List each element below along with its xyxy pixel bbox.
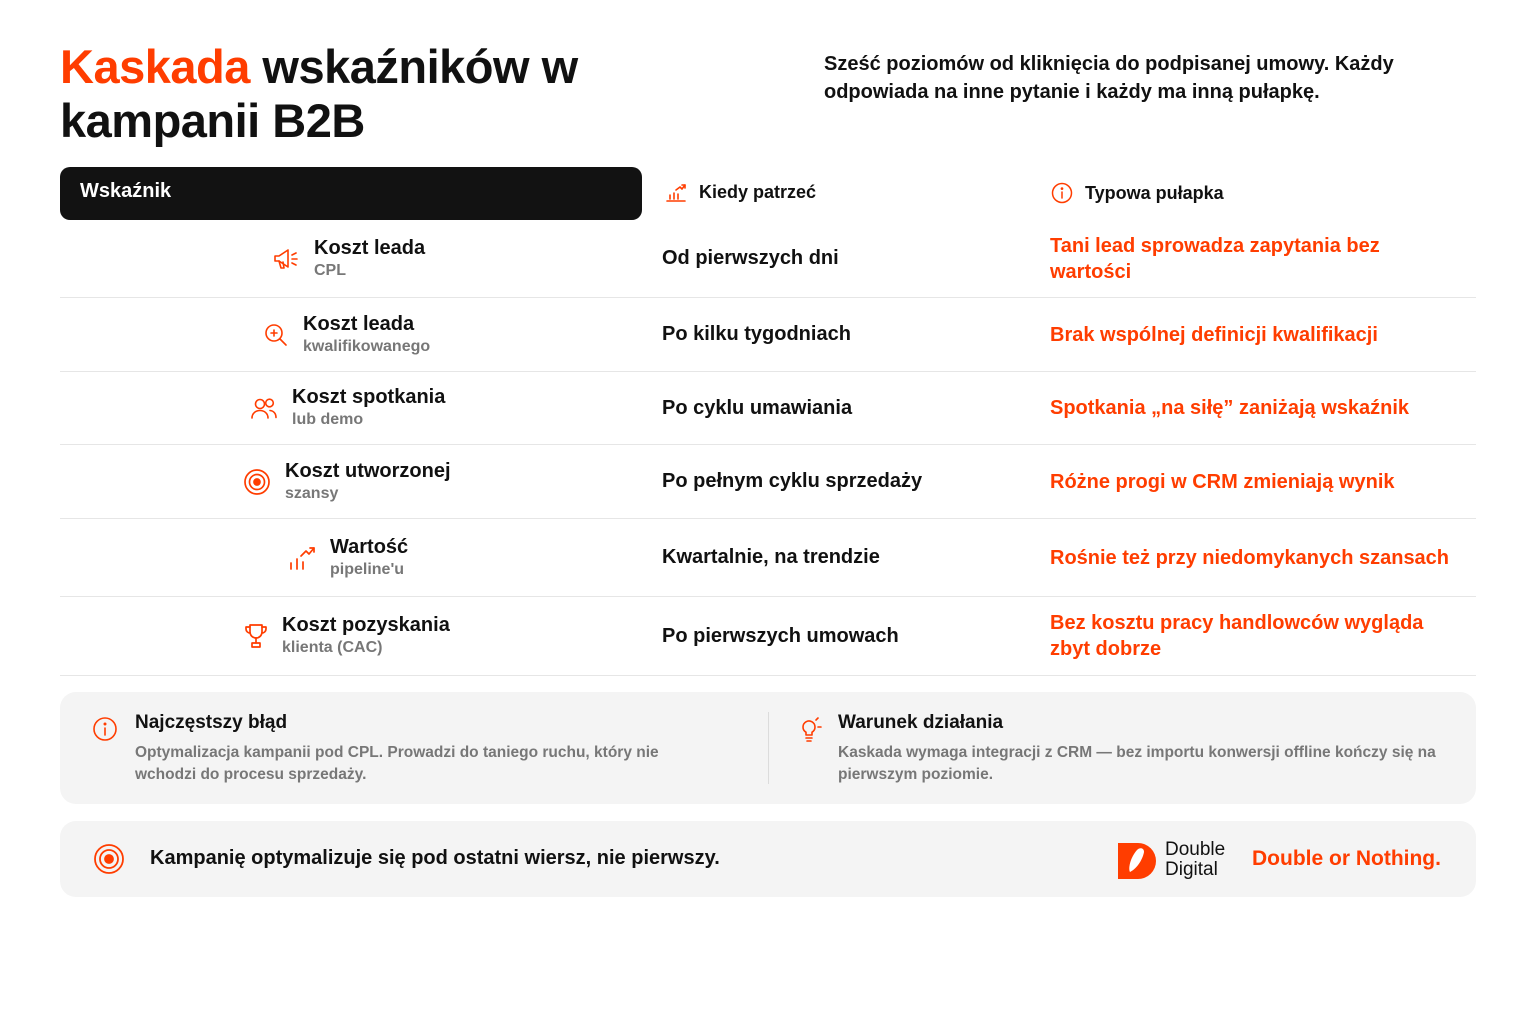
when-cell: Po pełnym cyklu sprzedaży	[662, 470, 923, 492]
megaphone-icon	[272, 246, 300, 272]
note-text: Kaskada wymaga integracji z CRM — bez importu konwersji offline kończy się na pierwszym poziomie.	[838, 744, 1436, 783]
divider	[768, 712, 769, 784]
brand-line-2: Digital	[1165, 859, 1218, 880]
column-header-indicator: Wskaźnik	[60, 167, 642, 220]
table-row	[60, 220, 1476, 298]
indicator-subtitle: klienta (CAC)	[282, 639, 383, 656]
footer-message: Kampanię optymalizuje się pod ostatni wiersz, nie pierwszy.	[150, 847, 720, 869]
indicator-subtitle: pipeline'u	[330, 560, 405, 578]
indicator-subtitle: szansy	[285, 484, 339, 502]
title-rest: wskaźników w kampanii B2B	[60, 40, 578, 147]
column-header-trap-label: Typowa pułapka	[1085, 182, 1224, 203]
lightbulb-icon	[795, 716, 823, 744]
indicator-title: Wartość	[330, 535, 409, 558]
double-digital-logo	[1116, 839, 1158, 881]
search-icon	[263, 322, 289, 348]
indicator-subtitle: CPL	[314, 261, 346, 279]
trap-cell: Rośnie też przy niedomykanych szansach	[1050, 546, 1450, 569]
info-icon	[92, 716, 118, 742]
trap-cell: Spotkania „na siłę” zaniżają wskaźnik	[1050, 397, 1410, 419]
trap-cell: Tani lead sprowadza zapytania bez wartości	[1050, 234, 1380, 283]
indicator-cell	[243, 445, 451, 518]
column-header-when-label: Kiedy patrzeć	[699, 182, 817, 202]
indicator-title: Koszt utworzonej	[285, 459, 451, 482]
note-text: Optymalizacja kampanii pod CPL. Prowadzi do taniego ruchu, który nie wchodzi do procesu sprzedaży.	[135, 744, 659, 783]
indicator-title: Koszt leada	[303, 312, 415, 335]
column-header-when	[665, 182, 816, 203]
trap-cell: Różne progi w CRM zmieniają wynik	[1050, 470, 1395, 493]
table-row	[60, 519, 1476, 597]
indicator-cell	[288, 519, 408, 596]
note-title: Warunek działania	[838, 712, 1004, 733]
indicator-title: Koszt leada	[314, 236, 426, 259]
target-icon	[243, 468, 271, 496]
indicator-subtitle: kwalifikowanego	[303, 337, 431, 355]
indicator-title: Koszt pozyskania	[282, 614, 450, 636]
brand-name	[1165, 840, 1225, 880]
indicator-cell	[244, 597, 450, 675]
trap-cell: Brak wspólnej definicji kwalifikacji	[1050, 323, 1378, 346]
table-row	[60, 597, 1476, 676]
brand-tagline: Double or Nothing.	[1252, 847, 1441, 870]
when-cell: Po pierwszych umowach	[662, 624, 899, 647]
info-icon	[1051, 182, 1073, 204]
page-title	[60, 40, 780, 148]
brand-line-1: Double	[1165, 839, 1226, 860]
indicator-subtitle: lub demo	[292, 411, 364, 428]
column-header-trap	[1051, 182, 1224, 204]
table-row	[60, 372, 1476, 445]
indicator-cell	[272, 220, 425, 297]
notes-panel	[60, 692, 1476, 804]
when-cell: Od pierwszych dni	[662, 247, 839, 269]
table-row	[60, 298, 1476, 372]
title-accent: Kaskada	[60, 40, 250, 93]
table-row	[60, 445, 1476, 519]
indicator-cell	[263, 298, 430, 371]
trophy-icon	[244, 622, 268, 650]
users-icon	[250, 396, 278, 420]
when-cell: Kwartalnie, na trendzie	[662, 546, 880, 568]
indicator-title: Koszt spotkania	[292, 386, 446, 408]
when-cell: Po kilku tygodniach	[662, 323, 851, 345]
target-icon	[93, 843, 125, 875]
footer-banner	[60, 821, 1476, 897]
trap-cell: Bez kosztu pracy handlowców wygląda zbyt dobrze	[1050, 612, 1424, 660]
indicator-cell	[250, 372, 445, 444]
chart-up-icon	[665, 183, 687, 203]
page-subtitle: Sześć poziomów od kliknięcia do podpisanej umowy. Każdy odpowiada na inne pytanie i każdy ma inną pułapkę.	[824, 53, 1394, 103]
when-cell: Po cyklu umawiania	[662, 396, 853, 419]
chart-trend-icon	[288, 545, 316, 571]
note-title: Najczęstszy błąd	[135, 712, 288, 733]
